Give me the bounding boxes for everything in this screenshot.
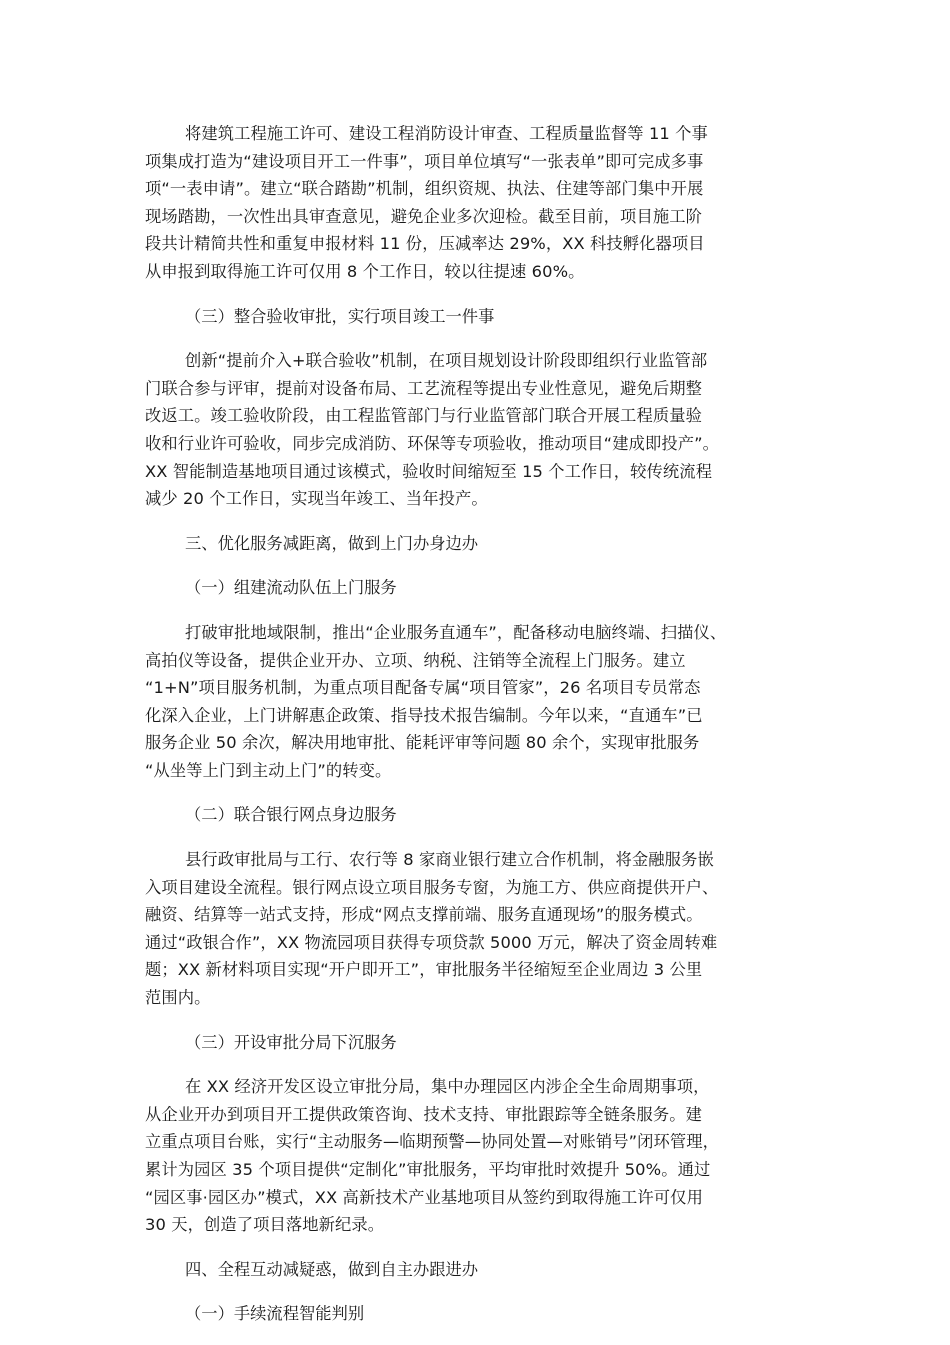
- text-line: 立重点项目台账，实行“主动服务—临期预警—协同处置—对账销号”闭环管理，: [145, 1132, 720, 1152]
- text-line: 从申报到取得施工许可仅用 8 个工作日，较以往提速 60%。: [145, 261, 585, 281]
- text-line: “从坐等上门到主动上门”的转变。: [145, 760, 392, 780]
- section-subheading: （二）联合银行网点身边服务: [185, 805, 397, 825]
- text-line: 融资、结算等一站式支持，形成“网点支撑前端、服务直通现场”的服务模式。: [145, 905, 703, 925]
- text-line: 改返工。竣工验收阶段，由工程监管部门与行业监管部门联合开展工程质量验: [145, 406, 702, 426]
- text-line: 题；XX 新材料项目实现“开户即开工”，审批服务半径缩短至企业周边 3 公里: [145, 960, 703, 980]
- text-line: 高拍仪等设备，提供企业开办、立项、纳税、注销等全流程上门服务。建立: [145, 650, 686, 670]
- text-line: “园区事·园区办”模式，XX 高新技术产业基地项目从签约到取得施工许可仅用: [145, 1187, 703, 1207]
- document-page: [145, 120, 825, 1345]
- body-paragraph: [145, 347, 825, 513]
- text-line: 项“一表申请”。建立“联合踏勘”机制，组织资规、执法、住建等部门集中开展: [145, 179, 704, 199]
- section-heading: 三、优化服务减距离，做到上门办身边办: [185, 533, 479, 553]
- text-line: 创新“提前介入+联合验收”机制，在项目规划设计阶段即组织行业监管部: [185, 351, 708, 371]
- text-line: 门联合参与评审，提前对设备布局、工艺流程等提出专业性意见，避免后期整: [145, 378, 702, 398]
- section-subheading: （一）手续流程智能判别: [185, 1304, 365, 1324]
- body-paragraph: [145, 120, 825, 286]
- text-line: 从企业开办到项目开工提供政策咨询、技术支持、审批跟踪等全链条服务。建: [145, 1104, 702, 1124]
- text-line: 现场踏勘，一次性出具审查意见，避免企业多次迎检。截至目前，项目施工阶: [145, 206, 702, 226]
- text-line: 入项目建设全流程。银行网点设立项目服务专窗，为施工方、供应商提供开户、: [145, 877, 719, 897]
- body-paragraph: [145, 619, 825, 785]
- text-line: 在 XX 经济开发区设立审批分局，集中办理园区内涉企全生命周期事项，: [185, 1077, 710, 1097]
- text-line: 通过“政银合作”，XX 物流园项目获得专项贷款 5000 万元，解决了资金周转难: [145, 932, 718, 952]
- text-line: 累计为园区 35 个项目提供“定制化”审批服务，平均审批时效提升 50%。通过: [145, 1160, 711, 1179]
- text-line: 项集成打造为“建设项目开工一件事”，项目单位填写“一张表单”即可完成多事: [145, 151, 704, 171]
- body-paragraph: [145, 846, 825, 1012]
- text-line: 打破审批地域限制，推出“企业服务直通车”，配备移动电脑终端、扫描仪、: [185, 622, 727, 642]
- text-line: 段共计精简共性和重复申报材料 11 份，压减率达 29%，XX 科技孵化器项目: [145, 234, 705, 254]
- text-line: 收和行业许可验收，同步完成消防、环保等专项验收，推动项目“建成即投产”。: [145, 433, 720, 453]
- text-line: 将建筑工程施工许可、建设工程消防设计审查、工程质量监督等 11 个事: [185, 124, 708, 143]
- text-line: XX 智能制造基地项目通过该模式，验收时间缩短至 15 个工作日，较传统流程: [145, 461, 713, 481]
- text-line: 30 天，创造了项目落地新纪录。: [145, 1215, 385, 1235]
- section-subheading: （三）开设审批分局下沉服务: [185, 1032, 397, 1052]
- section-subheading: （一）组建流动队伍上门服务: [185, 578, 397, 598]
- text-line: “1+N”项目服务机制，为重点项目配备专属“项目管家”，26 名项目专员常态: [145, 678, 701, 698]
- text-line: 减少 20 个工作日，实现当年竣工、当年投产。: [145, 489, 488, 509]
- section-subheading: （三）整合验收审批，实行项目竣工一件事: [185, 306, 495, 326]
- body-paragraph: [145, 1073, 825, 1239]
- text-line: 服务企业 50 余次，解决用地审批、能耗评审等问题 80 余个，实现审批服务: [145, 733, 700, 753]
- section-heading: 四、全程互动减疑惑，做到自主办跟进办: [185, 1259, 479, 1279]
- text-line: 化深入企业，上门讲解惠企政策、指导技术报告编制。今年以来，“直通车”已: [145, 705, 703, 725]
- text-line: 县行政审批局与工行、农行等 8 家商业银行建立合作机制，将金融服务嵌: [185, 850, 714, 870]
- text-line: 范围内。: [145, 988, 211, 1008]
